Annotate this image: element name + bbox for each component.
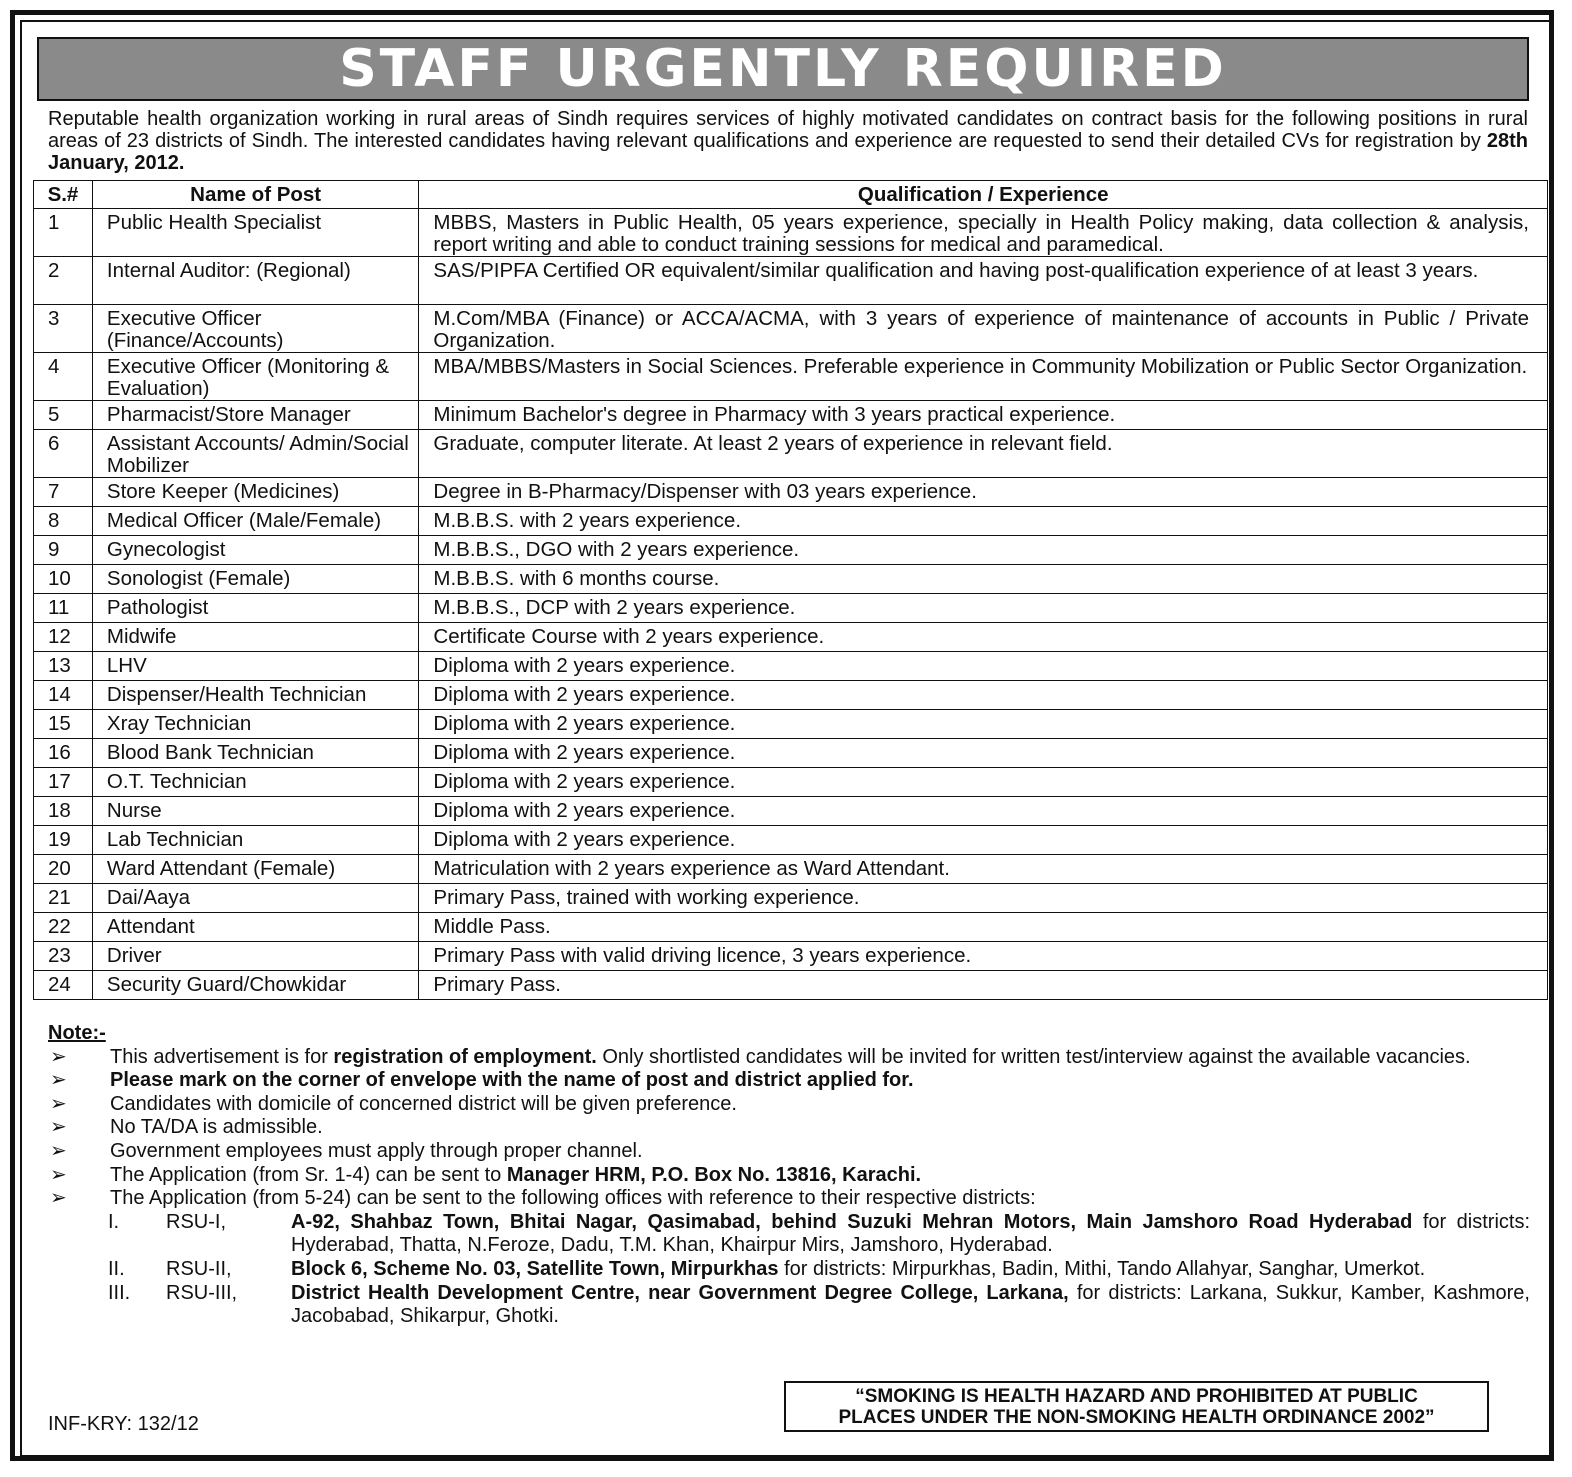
serial-cell (34, 478, 93, 507)
qualification-cell (419, 401, 1548, 430)
serial-cell (34, 507, 93, 536)
serial-cell (34, 710, 93, 739)
post-cell (92, 739, 418, 768)
post-cell (92, 353, 418, 401)
bullet-arrow-icon: ➢ (50, 1187, 67, 1210)
table-row (34, 855, 1548, 884)
post-cell (92, 855, 418, 884)
note-item (48, 1093, 1530, 1117)
rsu-number: III. (108, 1281, 131, 1304)
serial-cell (34, 913, 93, 942)
qualification-cell-text: M.B.B.S., DCP with 2 years experience. (433, 596, 796, 619)
post-cell (92, 710, 418, 739)
serial-cell-text: 21 (48, 886, 71, 909)
qualification-cell-text: MBA/MBBS/Masters in Social Sciences. Preferable experience in Community Mobilization or Public Sector Organization. (433, 355, 1528, 378)
serial-cell-text: 5 (48, 403, 60, 426)
serial-cell-text: 2 (48, 259, 60, 282)
serial-cell (34, 353, 93, 401)
serial-cell (34, 430, 93, 478)
table-row (34, 478, 1548, 507)
qualification-cell-text: M.B.B.S., DGO with 2 years experience. (433, 538, 800, 561)
qualification-cell-text: Diploma with 2 years experience. (433, 654, 736, 677)
post-cell (92, 826, 418, 855)
post-cell-text: Attendant (106, 915, 195, 938)
post-cell-text: Medical Officer (Male/Female) (106, 509, 382, 532)
serial-cell (34, 971, 93, 1000)
post-cell-text: Nurse (106, 799, 162, 822)
serial-cell (34, 884, 93, 913)
note-text: This advertisement is for (110, 1045, 334, 1068)
serial-cell-text: 18 (48, 799, 71, 822)
bullet-arrow-icon: ➢ (50, 1069, 67, 1092)
table-row (34, 797, 1548, 826)
note-bold: Manager HRM, P.O. Box No. 13816, Karachi. (506, 1163, 922, 1186)
post-cell-text: Sonologist (Female) (106, 567, 291, 590)
serial-cell-text: 1 (48, 211, 60, 234)
serial-cell (34, 536, 93, 565)
qualification-cell (419, 913, 1548, 942)
serial-cell-text: 20 (48, 857, 71, 880)
serial-cell-text: 16 (48, 741, 71, 764)
post-cell (92, 884, 418, 913)
note-text: No TA/DA is admissible. (110, 1116, 323, 1139)
note-item (48, 1046, 1530, 1070)
table-header-row (34, 181, 1548, 209)
bullet-arrow-icon: ➢ (50, 1092, 67, 1115)
rsu-office (48, 1258, 1530, 1282)
bullet-arrow-icon: ➢ (50, 1116, 67, 1139)
rsu-districts: for districts: Mirpurkhas, Badin, Mithi, Tando Allahyar, Sanghar, Umerkot. (778, 1257, 1426, 1280)
qualification-cell-text: Diploma with 2 years experience. (433, 741, 736, 764)
table-row (34, 942, 1548, 971)
post-cell-text: Executive Officer (Finance/Accounts) (106, 307, 284, 352)
table-row (34, 507, 1548, 536)
rsu-number: I. (108, 1210, 120, 1233)
serial-cell-text: 4 (48, 355, 60, 378)
post-cell-text: Executive Officer (Monitoring & Evaluation) (106, 355, 390, 400)
note-item (48, 1164, 1530, 1188)
header-serial: S.# (34, 181, 93, 209)
serial-cell-text: 23 (48, 944, 71, 967)
post-cell-text: Internal Auditor: (Regional) (106, 259, 351, 282)
qualification-cell-text: Matriculation with 2 years experience as Ward Attendant. (433, 857, 950, 880)
qualification-cell (419, 826, 1548, 855)
post-cell (92, 209, 418, 257)
post-cell (92, 305, 418, 353)
smoking-notice (784, 1381, 1489, 1432)
bullet-arrow-icon: ➢ (50, 1139, 67, 1162)
qualification-cell (419, 565, 1548, 594)
qualification-cell (419, 536, 1548, 565)
note-text: Government employees must apply through proper channel. (110, 1139, 643, 1162)
post-cell-text: O.T. Technician (106, 770, 247, 793)
note-item (48, 1069, 1530, 1093)
serial-cell (34, 257, 93, 305)
table-row (34, 826, 1548, 855)
title-banner (37, 37, 1529, 101)
qualification-cell (419, 971, 1548, 1000)
qualification-cell-text: Diploma with 2 years experience. (433, 683, 736, 706)
serial-cell (34, 565, 93, 594)
table-row (34, 681, 1548, 710)
post-cell-text: Midwife (106, 625, 177, 648)
qualification-cell-text: M.B.B.S. with 6 months course. (433, 567, 720, 590)
post-cell-text: LHV (106, 654, 147, 677)
post-cell (92, 257, 418, 305)
note-bold: registration of employment. (333, 1045, 597, 1068)
table-row (34, 353, 1548, 401)
post-cell (92, 565, 418, 594)
qualification-cell-text: Graduate, computer literate. At least 2 years of experience in relevant field. (433, 432, 1113, 455)
table-row (34, 913, 1548, 942)
table-row (34, 652, 1548, 681)
table-row (34, 257, 1548, 305)
post-cell (92, 594, 418, 623)
qualification-cell-text: Primary Pass with valid driving licence, 3 years experience. (433, 944, 972, 967)
post-cell-text: Ward Attendant (Female) (106, 857, 336, 880)
smoking-notice-line1: “SMOKING IS HEALTH HAZARD AND PROHIBITED AT PUBLIC (855, 1386, 1418, 1407)
post-cell-text: Pharmacist/Store Manager (106, 403, 351, 426)
note-item (48, 1140, 1530, 1164)
table-row (34, 710, 1548, 739)
serial-cell (34, 942, 93, 971)
qualification-cell (419, 884, 1548, 913)
post-cell-text: Driver (106, 944, 162, 967)
qualification-cell (419, 257, 1548, 305)
post-cell-text: Gynecologist (106, 538, 226, 561)
qualification-cell (419, 681, 1548, 710)
bullet-arrow-icon: ➢ (50, 1163, 67, 1186)
serial-cell (34, 768, 93, 797)
rsu-name: RSU-III, (166, 1281, 238, 1304)
header-post: Name of Post (92, 181, 418, 209)
rsu-name: RSU-I, (166, 1210, 226, 1233)
qualification-cell (419, 305, 1548, 353)
note-item (48, 1116, 1530, 1140)
rsu-office (48, 1282, 1530, 1329)
rsu-number: II. (108, 1257, 125, 1280)
post-cell-text: Xray Technician (106, 712, 252, 735)
post-cell-text: Security Guard/Chowkidar (106, 973, 347, 996)
serial-cell-text: 10 (48, 567, 71, 590)
post-cell (92, 681, 418, 710)
rsu-districts: for districts: Larkana, Sukkur, Kamber, Kashmore, Jacobabad, Shikarpur, Ghotki. (291, 1281, 1530, 1328)
table-row (34, 565, 1548, 594)
rsu-address: A-92, Shahbaz Town, Bhitai Nagar, Qasimabad, behind Suzuki Mehran Motors, Main Jamshoro Road Hyderabad (291, 1210, 1413, 1233)
post-cell-text: Pathologist (106, 596, 209, 619)
serial-cell-text: 19 (48, 828, 71, 851)
post-cell (92, 652, 418, 681)
post-cell-text: Assistant Accounts/ Admin/Social Mobilizer (106, 432, 409, 477)
serial-cell (34, 681, 93, 710)
qualification-cell (419, 430, 1548, 478)
serial-cell (34, 797, 93, 826)
serial-cell (34, 739, 93, 768)
table-row (34, 594, 1548, 623)
post-cell-text: Store Keeper (Medicines) (106, 480, 340, 503)
qualification-cell-text: M.Com/MBA (Finance) or ACCA/ACMA, with 3 years of experience of maintenance of accounts in Public / Private Organization. (433, 307, 1529, 352)
serial-cell-text: 12 (48, 625, 71, 648)
serial-cell (34, 209, 93, 257)
serial-cell (34, 305, 93, 353)
post-cell (92, 507, 418, 536)
reference-code: INF-KRY: 132/12 (48, 1413, 199, 1435)
serial-cell-text: 9 (48, 538, 60, 561)
table-row (34, 401, 1548, 430)
table-row (34, 430, 1548, 478)
serial-cell-text: 11 (48, 596, 70, 619)
header-qualification: Qualification / Experience (419, 181, 1548, 209)
rsu-name: RSU-II, (166, 1257, 232, 1280)
table-row (34, 884, 1548, 913)
serial-cell-text: 3 (48, 307, 60, 330)
serial-cell-text: 17 (48, 770, 71, 793)
qualification-cell-text: Diploma with 2 years experience. (433, 712, 736, 735)
note-text: The Application (from 5-24) can be sent to the following offices with reference to their respective districts: (110, 1187, 1036, 1210)
serial-cell-text: 14 (48, 683, 71, 706)
post-cell (92, 401, 418, 430)
note-item (48, 1187, 1530, 1211)
serial-cell-text: 13 (48, 654, 71, 677)
rsu-districts: for districts: Hyderabad, Thatta, N.Feroze, Dadu, T.M. Khan, Khairpur Mirs, Jamshoro, Hyderabad. (291, 1210, 1530, 1257)
qualification-cell-text: MBBS, Masters in Public Health, 05 years experience, specially in Health Policy making, data collection & analysis, report writing and able to conduct training sessions for medical and paramedical. (433, 211, 1529, 256)
notes-section (48, 1022, 1530, 1329)
table-row (34, 768, 1548, 797)
qualification-cell-text: Minimum Bachelor's degree in Pharmacy with 3 years practical experience. (433, 403, 1116, 426)
serial-cell-text: 6 (48, 432, 60, 455)
qualification-cell-text: Primary Pass. (433, 973, 561, 996)
serial-cell-text: 24 (48, 973, 71, 996)
qualification-cell-text: SAS/PIPFA Certified OR equivalent/similar qualification and having post-qualification experience of at least 3 years. (433, 259, 1479, 282)
qualification-cell-text: Middle Pass. (433, 915, 551, 938)
table-row (34, 209, 1548, 257)
note-text: Only shortlisted candidates will be invited for written test/interview against the available vacancies. (596, 1045, 1471, 1068)
post-cell (92, 768, 418, 797)
qualification-cell (419, 652, 1548, 681)
qualification-cell-text: Primary Pass, trained with working experience. (433, 886, 860, 909)
deadline-date: 28th January, 2012. (48, 130, 1528, 174)
post-cell (92, 942, 418, 971)
serial-cell-text: 22 (48, 915, 71, 938)
serial-cell-text: 8 (48, 509, 60, 532)
qualification-cell (419, 353, 1548, 401)
table-row (34, 739, 1548, 768)
serial-cell-text: 7 (48, 480, 60, 503)
qualification-cell (419, 623, 1548, 652)
rsu-address: District Health Development Centre, near Government Degree College, Larkana, (291, 1281, 1069, 1304)
qualification-cell-text: Diploma with 2 years experience. (433, 799, 736, 822)
post-cell-text: Lab Technician (106, 828, 244, 851)
qualification-cell (419, 710, 1548, 739)
note-bold: Please mark on the corner of envelope with the name of post and district applied for. (110, 1069, 914, 1092)
serial-cell (34, 623, 93, 652)
table-row (34, 623, 1548, 652)
intro-text: Reputable health organization working in rural areas of Sindh requires services of highly motivated candidates on contract basis for the following positions in rural areas of 23 districts of Sindh. The interested candidates having relevant qualifications and experience are requested to send their detailed CVs for registration by (48, 108, 1528, 152)
qualification-cell (419, 209, 1548, 257)
post-cell (92, 971, 418, 1000)
qualification-cell (419, 478, 1548, 507)
table-row (34, 536, 1548, 565)
rsu-office (48, 1211, 1530, 1258)
serial-cell (34, 594, 93, 623)
serial-cell-text: 15 (48, 712, 71, 735)
post-cell-text: Dai/Aaya (106, 886, 191, 909)
table-row (34, 971, 1548, 1000)
qualification-cell (419, 855, 1548, 884)
post-cell-text: Dispenser/Health Technician (106, 683, 367, 706)
qualification-cell-text: M.B.B.S. with 2 years experience. (433, 509, 742, 532)
post-cell-text: Blood Bank Technician (106, 741, 314, 764)
bullet-arrow-icon: ➢ (50, 1045, 67, 1068)
notes-heading: Note:- (48, 1022, 106, 1044)
post-cell-text: Public Health Specialist (106, 211, 322, 234)
qualification-cell (419, 942, 1548, 971)
post-cell (92, 913, 418, 942)
qualification-cell-text: Diploma with 2 years experience. (433, 770, 736, 793)
qualification-cell (419, 507, 1548, 536)
qualification-cell-text: Diploma with 2 years experience. (433, 828, 736, 851)
serial-cell (34, 652, 93, 681)
qualification-cell-text: Degree in B-Pharmacy/Dispenser with 03 years experience. (433, 480, 977, 503)
qualification-cell (419, 768, 1548, 797)
serial-cell (34, 826, 93, 855)
qualification-cell-text: Certificate Course with 2 years experience. (433, 625, 825, 648)
post-cell (92, 623, 418, 652)
positions-table (33, 180, 1548, 1000)
post-cell (92, 478, 418, 507)
page-title: STAFF URGENTLY REQUIRED (339, 39, 1227, 99)
post-cell (92, 430, 418, 478)
table-row (34, 305, 1548, 353)
serial-cell (34, 401, 93, 430)
qualification-cell (419, 797, 1548, 826)
qualification-cell (419, 594, 1548, 623)
smoking-notice-line2: PLACES UNDER THE NON-SMOKING HEALTH ORDINANCE 2002” (838, 1407, 1435, 1428)
serial-cell (34, 855, 93, 884)
post-cell (92, 536, 418, 565)
post-cell (92, 797, 418, 826)
qualification-cell (419, 739, 1548, 768)
intro-paragraph (48, 108, 1528, 174)
note-text: Candidates with domicile of concerned district will be given preference. (110, 1092, 737, 1115)
note-text: The Application (from Sr. 1-4) can be sent to (110, 1163, 507, 1186)
rsu-address: Block 6, Scheme No. 03, Satellite Town, Mirpurkhas (291, 1257, 779, 1280)
